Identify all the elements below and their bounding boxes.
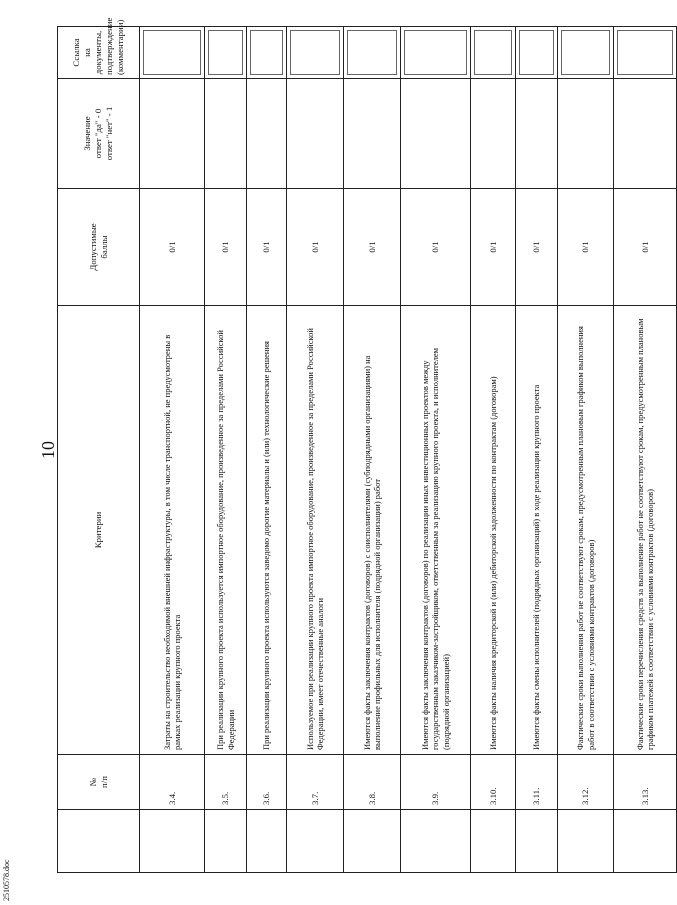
row-reference-cell[interactable] xyxy=(205,27,247,79)
header-number xyxy=(58,755,140,810)
row-criteria: Имеются факты наличия кредиторской и (или) дебиторской задолженности по контрактам (договорам) xyxy=(471,306,516,755)
row-value-cell[interactable] xyxy=(140,79,205,189)
table-row xyxy=(140,27,205,873)
row-score: 0/1 xyxy=(205,189,247,306)
header-reference xyxy=(58,17,140,79)
header-reference-line1: Ссылка xyxy=(71,38,82,67)
table-row xyxy=(344,27,401,873)
table-row xyxy=(558,27,614,873)
row-criteria: Затраты на строительство необходимой внешней инфраструктуры, в том числе транспортной, не предусмотрены в рамках реализации крупного проекта xyxy=(140,306,205,755)
header-value-line3: ответ "нет" - 1 xyxy=(103,106,114,161)
row-criteria: При реализации крупного проекта используется импортное оборудование, произведенное за пределами Российской Федерации xyxy=(205,306,247,755)
header-scores xyxy=(58,189,140,306)
table-header-row xyxy=(58,27,140,873)
row-blank-cell xyxy=(516,810,558,873)
row-score: 0/1 xyxy=(344,189,401,306)
header-reference-line3: подтверждение xyxy=(103,17,114,75)
row-value-cell[interactable] xyxy=(344,79,401,189)
table-row xyxy=(516,27,558,873)
row-value-cell[interactable] xyxy=(401,79,471,189)
row-blank-cell xyxy=(401,810,471,873)
row-blank-cell xyxy=(247,810,287,873)
header-blank xyxy=(58,810,140,873)
row-blank-cell xyxy=(344,810,401,873)
row-number: 3.12. xyxy=(558,755,614,810)
row-score: 0/1 xyxy=(247,189,287,306)
row-number: 3.6. xyxy=(247,755,287,810)
row-criteria: Имеются факты заключения контрактов (договоров) по реализации иных инвестиционных проектов между государственным заказчиком-застройщиком, ответственным за реализацию крупного проекта, и исполнителем (подрядной организацией) xyxy=(401,306,471,755)
criteria-table xyxy=(57,17,677,873)
row-value-cell[interactable] xyxy=(247,79,287,189)
table-row xyxy=(471,27,516,873)
table-row xyxy=(401,27,471,873)
row-criteria: Имеются факты смены исполнителей (подрядных организаций) в ходе реализации крупного проекта xyxy=(516,306,558,755)
row-score: 0/1 xyxy=(471,189,516,306)
row-reference-cell[interactable] xyxy=(558,27,614,79)
row-reference-cell[interactable] xyxy=(140,27,205,79)
header-scores-line1: Допустимые xyxy=(87,223,98,271)
header-criteria: Критерии xyxy=(58,306,140,755)
row-reference-cell[interactable] xyxy=(471,27,516,79)
header-reference-line2: на документы, xyxy=(82,30,103,75)
row-blank-cell xyxy=(205,810,247,873)
row-criteria: При реализации крупного проекта используются заведомо дорогие материалы и (или) технологические решения xyxy=(247,306,287,755)
row-reference-cell[interactable] xyxy=(516,27,558,79)
row-number: 3.5. xyxy=(205,755,247,810)
header-value-line2: ответ "да" - 0 xyxy=(93,108,103,159)
row-reference-cell[interactable] xyxy=(614,27,677,79)
row-number: 3.4. xyxy=(140,755,205,810)
header-number-line1: № xyxy=(87,777,98,787)
row-score: 0/1 xyxy=(614,189,677,306)
row-value-cell[interactable] xyxy=(558,79,614,189)
header-value-line1: Значение xyxy=(82,116,93,151)
row-number: 3.10. xyxy=(471,755,516,810)
row-blank-cell xyxy=(471,810,516,873)
row-score: 0/1 xyxy=(287,189,344,306)
row-value-cell[interactable] xyxy=(471,79,516,189)
table-row xyxy=(614,27,677,873)
row-reference-cell[interactable] xyxy=(247,27,287,79)
row-value-cell[interactable] xyxy=(205,79,247,189)
header-reference-line4: (комментарии) xyxy=(114,19,125,75)
page-number: 10 xyxy=(38,441,58,459)
row-criteria: Фактические сроки перечисления средств за выполнение работ не соответствуют срокам, предусмотренным плановым графиком платежей в соответствии с условиями контрактов (договоров) xyxy=(614,306,677,755)
row-criteria: Используемое при реализации крупного проекта импортное оборудование, произведенное за пределами Российской Федерации, имеет отечественные аналоги xyxy=(287,306,344,755)
row-blank-cell xyxy=(558,810,614,873)
row-score: 0/1 xyxy=(558,189,614,306)
header-number-line2: п/п xyxy=(98,776,109,788)
document-filename: 2510578.doc xyxy=(2,859,11,901)
table-row xyxy=(247,27,287,873)
header-scores-line2: баллы xyxy=(98,235,109,259)
row-number: 3.8. xyxy=(344,755,401,810)
row-reference-cell[interactable] xyxy=(287,27,344,79)
row-number: 3.11. xyxy=(516,755,558,810)
row-number: 3.13. xyxy=(614,755,677,810)
header-value xyxy=(58,79,140,189)
row-value-cell[interactable] xyxy=(516,79,558,189)
row-number: 3.7. xyxy=(287,755,344,810)
row-reference-cell[interactable] xyxy=(401,27,471,79)
row-blank-cell xyxy=(287,810,344,873)
row-value-cell[interactable] xyxy=(614,79,677,189)
row-criteria: Фактические сроки выполнения работ не соответствуют срокам, предусмотренным плановым графиком выполнения работ в соответствии с условиями контрактов (договоров) xyxy=(558,306,614,755)
row-number: 3.9. xyxy=(401,755,471,810)
row-reference-cell[interactable] xyxy=(344,27,401,79)
table-row xyxy=(287,27,344,873)
row-value-cell[interactable] xyxy=(287,79,344,189)
row-score: 0/1 xyxy=(401,189,471,306)
table-row xyxy=(205,27,247,873)
row-score: 0/1 xyxy=(516,189,558,306)
row-criteria: Имеются факты заключения контрактов (договоров) с соисполнителями (субподрядными организациями) на выполнение профильных для исполнителя (подрядной организации) работ xyxy=(344,306,401,755)
row-blank-cell xyxy=(614,810,677,873)
row-score: 0/1 xyxy=(140,189,205,306)
row-blank-cell xyxy=(140,810,205,873)
